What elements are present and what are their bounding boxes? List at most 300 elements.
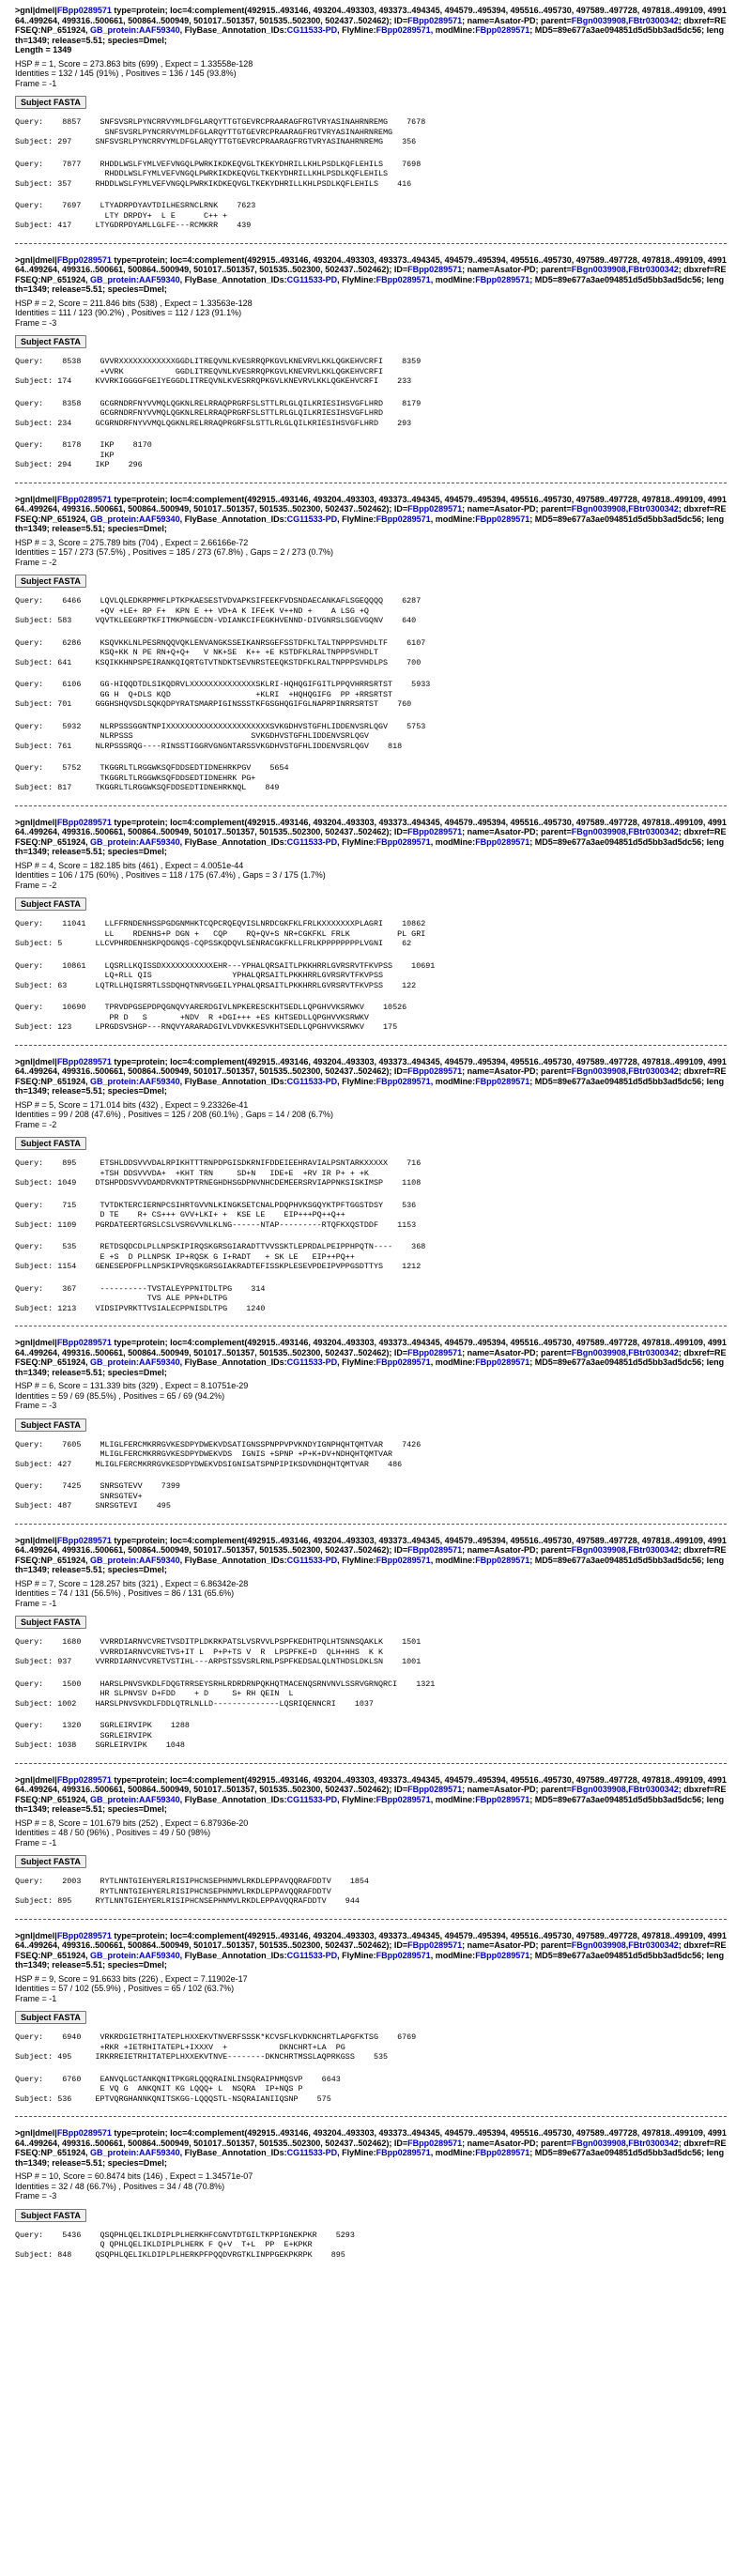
header-location: type=protein; loc=4:complement(492915..493146, 493204..493303, 493373..494345, 494579..495394, 495516..495730, 497589..497728, 497818..499109, 499164..499264, 499316..500661, 500864..500949, 501017..501357, 501535..502300, 502437..502462); ID= bbox=[15, 1774, 727, 1794]
alignment-line: Query: 11041 LLFFRNDENHSSPGDGNMHKTCQPCRQEQVISLNRDCGKFKLFRLKXXXXXXXPLAGRI 10862 bbox=[15, 919, 426, 928]
alignment-line: Subject: 817 TKGGRLTLRGGWKSQFDDSEDTIDNEHRKNQL 849 bbox=[15, 783, 280, 792]
header-prefix: > bbox=[15, 2128, 21, 2138]
hsp-stat-line: HSP # = 6, Score = 131.339 bits (329) , Expect = 8.10751e-29 bbox=[15, 1381, 249, 1390]
transcript-id-link[interactable]: FBpp0289571 bbox=[407, 827, 463, 836]
gene-link[interactable]: FBgn0039908 bbox=[571, 1066, 626, 1076]
hit-section bbox=[15, 6, 727, 231]
alignment-line: Query: 367 ----------TVSTALEYPPNITDLTPG 314 bbox=[15, 1283, 266, 1294]
transcript-record-link[interactable]: FBtr0300342 bbox=[628, 265, 679, 274]
header-parent: ; name=Asator-PD; parent= bbox=[462, 1066, 572, 1076]
hit-header bbox=[15, 1338, 727, 1377]
alignment-block bbox=[15, 1242, 727, 1272]
hit-separator bbox=[15, 2116, 727, 2117]
header-location: type=protein; loc=4:complement(492915..493146, 493204..493303, 493373..494345, 494579..495394, 495516..495730, 497589..497728, 497818..499109, 499164..499264, 499316..500661, 500864..500949, 501017..501357, 501535..502300, 502437..502462); ID= bbox=[15, 817, 727, 836]
header-gnl: gnl|dmel| bbox=[20, 6, 57, 15]
alignment-block bbox=[15, 596, 727, 626]
hsp-stats bbox=[15, 538, 727, 568]
transcript-link[interactable]: FBpp0289571 bbox=[56, 817, 112, 827]
flymine-link[interactable]: FBpp0289571 bbox=[376, 514, 431, 524]
annotation-link[interactable]: CG11533-PD bbox=[286, 2148, 338, 2157]
subject-fasta-button[interactable]: Subject FASTA bbox=[15, 1855, 86, 1868]
header-modmine-label: , modMine: bbox=[430, 1794, 476, 1804]
hsp-stat-line: Frame = -1 bbox=[15, 78, 57, 88]
header-parent: ; name=Asator-PD; parent= bbox=[462, 265, 572, 274]
hsp-stats bbox=[15, 2171, 727, 2201]
alignment-line: RYTLNNTGIEHYERLRISIPHCNSEPHNMVLRKDLEPPAVQQRAFDDTV bbox=[15, 1886, 331, 1896]
header-parent: ; name=Asator-PD; parent= bbox=[462, 2138, 572, 2148]
transcript-link[interactable]: FBpp0289571 bbox=[56, 254, 112, 265]
hsp-stat-line: Frame = -2 bbox=[15, 1119, 57, 1129]
hsp-stat-line: Identities = 99 / 208 (47.6%) , Positives = 125 / 208 (60.1%) , Gaps = 14 / 208 (6.7%) bbox=[15, 1110, 333, 1119]
header-dbxref: ; dbxref=REFSEQ:NP_651924, bbox=[15, 827, 727, 847]
alignment-line: Query: 10861 LQSRLLKQISSDXXXXXXXXXXXEHR---YPHALQRSAITLPKKHRRLGVRSRVTFKVPSS 10691 bbox=[15, 960, 436, 971]
flymine-link[interactable]: FBpp0289571 bbox=[376, 1950, 431, 1960]
hsp-stat-line: Identities = 74 / 131 (56.5%) , Positives = 86 / 131 (65.6%) bbox=[15, 1588, 235, 1598]
alignment-line: Subject: 5 LLCVPHRDENHSKPQDGNQS-CQPSSKQDQVLSENRACGKFKLLFRLKPPPPPPPPLVGNI 62 bbox=[15, 939, 412, 948]
alignment-block bbox=[15, 1284, 727, 1314]
hit-section bbox=[15, 1775, 727, 1907]
header-annot-label: , FlyBase_Annotation_IDs: bbox=[179, 514, 287, 524]
hit-section bbox=[15, 2128, 727, 2260]
header-prefix: > bbox=[15, 1930, 21, 1940]
hit-header bbox=[15, 1775, 727, 1815]
subject-fasta-button[interactable]: Subject FASTA bbox=[15, 1616, 86, 1629]
alignment-line: Query: 6286 KSQVKKLNLPESRNQQVQKLENVANGKSSEIKANRSGEFSSTDFKLTALTNPPPSVHDLTF 6107 bbox=[15, 637, 426, 648]
transcript-id-link[interactable]: FBpp0289571 bbox=[407, 1347, 463, 1357]
alignment-line: Query: 895 ETSHLDDSVVVDALRPIKHTTTRNPDPGISDKRNIFDDEIEEHRAVIALPSNTARKXXXXX 716 bbox=[15, 1158, 422, 1168]
transcript-link[interactable]: FBpp0289571 bbox=[56, 2128, 112, 2138]
alignment-block bbox=[15, 722, 727, 752]
alignment-line: Subject: 937 VVRRDIARNVCVRETVSTIHL---ARPSTSSVSRLRNLPSPFKEDSALQLNTHDSLDKLSN 1001 bbox=[15, 1657, 422, 1666]
header-md5: ; MD5=89e677a3ae094851d5d5bb3ad5dc56; length=1349; release=5.51; species=Dmel; bbox=[15, 1076, 725, 1096]
header-gnl: gnl|dmel| bbox=[20, 1535, 57, 1545]
modmine-link[interactable]: FBpp0289571 bbox=[475, 836, 530, 847]
alignment-block bbox=[15, 2075, 727, 2105]
transcript-id-link[interactable]: FBpp0289571 bbox=[407, 1066, 463, 1076]
hit-section bbox=[15, 255, 727, 470]
transcript-link[interactable]: FBpp0289571 bbox=[56, 1338, 112, 1347]
alignment-line: NLRPSSS SVKGDHVSTGFHLIDDENVSRLQGV bbox=[15, 731, 369, 741]
transcript-id-link[interactable]: FBpp0289571 bbox=[407, 2138, 463, 2148]
header-sep: , bbox=[625, 1545, 629, 1555]
flymine-link[interactable]: FBpp0289571 bbox=[376, 1794, 431, 1804]
hsp-stat-line: HSP # = 7, Score = 128.257 bits (321) , Expect = 6.86342e-28 bbox=[15, 1578, 249, 1588]
transcript-id-link[interactable]: FBpp0289571 bbox=[407, 1545, 463, 1555]
genbank-link[interactable]: GB_protein:AAF59340 bbox=[90, 2148, 180, 2157]
alignment-block bbox=[15, 1877, 727, 1907]
gene-link[interactable]: FBgn0039908 bbox=[571, 265, 626, 274]
header-location: type=protein; loc=4:complement(492915..493146, 493204..493303, 493373..494345, 494579..495394, 495516..495730, 497589..497728, 497818..499109, 499164..499264, 499316..500661, 500864..500949, 501017..501357, 501535..502300, 502437..502462); ID= bbox=[15, 2128, 727, 2148]
alignment-line: +VVRK GGDLITREQVNLKVESRRQPKGVLKNEVRVLKKLQGKEHVCRFI bbox=[15, 366, 384, 376]
annotation-link[interactable]: CG11533-PD bbox=[286, 1555, 338, 1565]
alignment-line: GCGRNDRFNYVVMQLQGKNLRELRRAQPRGRFSLSTTLRLGLQILKRIESIHSVGFLHRD bbox=[15, 408, 384, 418]
header-location: type=protein; loc=4:complement(492915..493146, 493204..493303, 493373..494345, 494579..495394, 495516..495730, 497589..497728, 497818..499109, 499164..499264, 499316..500661, 500864..500949, 501017..501357, 501535..502300, 502437..502462); ID= bbox=[15, 6, 727, 25]
genbank-link[interactable]: GB_protein:AAF59340 bbox=[90, 274, 180, 284]
hit-section bbox=[15, 1536, 727, 1751]
flymine-link[interactable]: FBpp0289571 bbox=[376, 1357, 431, 1367]
gene-link[interactable]: FBgn0039908 bbox=[571, 1545, 626, 1555]
header-annot-label: , FlyBase_Annotation_IDs: bbox=[179, 1794, 287, 1804]
alignment-line: Query: 2003 RYTLNNTGIEHYERLRISIPHCNSEPHNMVLRKDLEPPAVQQRAFDDTV 1854 bbox=[15, 1877, 369, 1886]
alignment-line: Query: 7877 RHDDLWSLFYMLVEFVNGQLPWRKIKDKEQVGLTKEKYDHRILLKHLPSDLKQFLEHILS 7698 bbox=[15, 159, 422, 169]
annotation-link[interactable]: CG11533-PD bbox=[286, 836, 338, 847]
hit-section bbox=[15, 1338, 727, 1511]
header-dbxref: ; dbxref=REFSEQ:NP_651924, bbox=[15, 1940, 727, 1960]
hit-separator bbox=[15, 1919, 727, 1920]
header-annot-label: , FlyBase_Annotation_IDs: bbox=[179, 274, 287, 284]
alignment-block bbox=[15, 1201, 727, 1231]
header-parent: ; name=Asator-PD; parent= bbox=[462, 1545, 572, 1555]
alignment-line: Subject: 63 LQTRLLHQISRRTLSSDQHQTNRVGGEILYPHALQRSAITLPKKHRRLGVRSRVTFKVPSS 122 bbox=[15, 980, 417, 990]
header-modmine-label: , modMine: bbox=[430, 1555, 476, 1565]
header-parent: ; name=Asator-PD; parent= bbox=[462, 827, 572, 836]
gene-link[interactable]: FBgn0039908 bbox=[571, 504, 626, 514]
header-sep: , bbox=[625, 504, 629, 514]
header-annot-label: , FlyBase_Annotation_IDs: bbox=[179, 25, 287, 35]
genbank-link[interactable]: GB_protein:AAF59340 bbox=[90, 1950, 180, 1960]
hsp-stat-line: Identities = 106 / 175 (60%) , Positives = 118 / 175 (67.4%) , Gaps = 3 / 175 (1.7%) bbox=[15, 870, 326, 880]
alignment-line: Query: 6466 LQVLQLEDKRPMMFLPTKPKAESESTVDVAPKSIFEEKFVDSNDAECANKAFLSGEQQQQ 6287 bbox=[15, 596, 422, 606]
transcript-link[interactable]: FBpp0289571 bbox=[56, 1535, 112, 1545]
hsp-stat-line: HSP # = 3, Score = 275.789 bits (704) , Expect = 2.66166e-72 bbox=[15, 537, 249, 547]
alignment-line: MLIGLFERCMKRRGVKESDPYDWEKVDS IGNIS +SPNP +P+K+DV+NDHQHTQMTVAR bbox=[15, 1449, 393, 1459]
gene-link[interactable]: FBgn0039908 bbox=[571, 827, 626, 836]
transcript-record-link[interactable]: FBtr0300342 bbox=[628, 1940, 679, 1950]
transcript-link[interactable]: FBpp0289571 bbox=[56, 1774, 112, 1785]
hit-section bbox=[15, 495, 727, 793]
flymine-link[interactable]: FBpp0289571 bbox=[376, 836, 431, 847]
header-flymine-label: , FlyMine: bbox=[337, 274, 376, 284]
annotation-link[interactable]: CG11533-PD bbox=[286, 1950, 338, 1960]
alignment-line: Subject: 848 QSQPHLQELIKLDIPLPLHERKPFPQQDVRGTKLINPPGEKPKRPK 895 bbox=[15, 2249, 345, 2260]
header-prefix: > bbox=[15, 494, 21, 504]
alignment-line: TVS ALE PPN+DLTPG bbox=[15, 1294, 228, 1303]
subject-fasta-button[interactable]: Subject FASTA bbox=[15, 2209, 86, 2222]
genbank-link[interactable]: GB_protein:AAF59340 bbox=[90, 25, 180, 35]
annotation-link[interactable]: CG11533-PD bbox=[286, 1357, 338, 1367]
hsp-stat-line: Frame = -2 bbox=[15, 880, 57, 890]
header-flymine-label: , FlyMine: bbox=[337, 836, 376, 847]
subject-fasta-button[interactable]: Subject FASTA bbox=[15, 335, 86, 348]
header-prefix: > bbox=[15, 1056, 21, 1066]
modmine-link[interactable]: FBpp0289571 bbox=[475, 1555, 530, 1565]
flymine-link[interactable]: FBpp0289571 bbox=[376, 274, 431, 284]
alignment-line: Subject: 701 GGGHSHQVSDLSQKQDPYRATSMARPIGINSSSTKFGSGHQGIFGLNAPRPINRRSRTST 760 bbox=[15, 699, 412, 709]
hit-header bbox=[15, 495, 727, 534]
transcript-record-link[interactable]: FBtr0300342 bbox=[628, 15, 679, 25]
hsp-stat-line: Identities = 48 / 50 (96%) , Positives = 49 / 50 (98%) bbox=[15, 1828, 211, 1837]
gene-link[interactable]: FBgn0039908 bbox=[571, 1785, 626, 1794]
alignment-line: SNRSGTEV+ bbox=[15, 1491, 143, 1501]
header-dbxref: ; dbxref=REFSEQ:NP_651924, bbox=[15, 15, 727, 35]
alignment-line: Subject: 761 NLRPSSSRQG----RINSSTIGGRVGNGNTARSSVKGDHVSTGFHLIDDENVSRLQGV 818 bbox=[15, 741, 403, 751]
alignment-line: Query: 535 RETDSQDCDLPLLNPSKIPIRQSKGRSGIARADTTVVSSKTLEPRDALPEIPPHPQTN---- 368 bbox=[15, 1242, 426, 1251]
transcript-id-link[interactable]: FBpp0289571 bbox=[407, 265, 463, 274]
transcript-record-link[interactable]: FBtr0300342 bbox=[628, 1785, 679, 1794]
alignment-block bbox=[15, 1481, 727, 1511]
hit-separator bbox=[15, 1763, 727, 1764]
header-annot-label: , FlyBase_Annotation_IDs: bbox=[179, 1076, 287, 1086]
header-modmine-label: , modMine: bbox=[430, 2148, 476, 2157]
genbank-link[interactable]: GB_protein:AAF59340 bbox=[90, 1555, 180, 1565]
alignment-line: Query: 6106 GG-HIQQDTDLSIKQDRVLXXXXXXXXXXXXXXSKLRI-HQHQGIFGITLPPQVHRRSRTST 5933 bbox=[15, 680, 431, 689]
hsp-stat-line: HSP # = 4, Score = 182.185 bits (461) , Expect = 4.0051e-44 bbox=[15, 860, 244, 870]
transcript-link[interactable]: FBpp0289571 bbox=[56, 1930, 112, 1940]
transcript-record-link[interactable]: FBtr0300342 bbox=[628, 1066, 679, 1076]
alignment-line: Query: 8538 GVVRXXXXXXXXXXXXGGDLITREQVNLKVESRRQPKGVLKNEVRVLKKLQGKEHVCRFI 8359 bbox=[15, 357, 422, 366]
alignment-line: Subject: 174 KVVRKIGGGGFGEIYEGGDLITREQVNLKVESRRQPKGVLKNEVRVLKKLQGKEHVCRFI 233 bbox=[15, 376, 412, 386]
hsp-stats bbox=[15, 59, 727, 89]
hsp-stat-line: Frame = -3 bbox=[15, 1401, 57, 1410]
header-gnl: gnl|dmel| bbox=[20, 1930, 57, 1940]
hsp-stats bbox=[15, 861, 727, 891]
genbank-link[interactable]: GB_protein:AAF59340 bbox=[90, 1076, 180, 1086]
alignment-line: +QV +LE+ RP F+ KPN E ++ VD+A K IFE+K V++ND + A LSG +Q bbox=[15, 606, 369, 616]
alignment-line: Subject: 495 IRKRREIETRHITATEPLHXXEKVTNVE--------DKNCHRTMSSLAQPRKGSS 535 bbox=[15, 2052, 389, 2062]
annotation-link[interactable]: CG11533-PD bbox=[286, 1076, 338, 1086]
hit-separator bbox=[15, 1524, 727, 1525]
hsp-stat-line: Frame = -1 bbox=[15, 1837, 57, 1848]
hsp-stat-line: Frame = -1 bbox=[15, 1598, 57, 1608]
annotation-link[interactable]: CG11533-PD bbox=[286, 1794, 338, 1804]
transcript-record-link[interactable]: FBtr0300342 bbox=[628, 2138, 679, 2148]
annotation-link[interactable]: CG11533-PD bbox=[286, 25, 338, 35]
header-sep: , bbox=[625, 265, 629, 274]
flymine-link[interactable]: FBpp0289571 bbox=[376, 1076, 431, 1086]
alignment-block bbox=[15, 1721, 727, 1751]
alignment-line: Query: 1680 VVRRDIARNVCVRETVSDITPLDKRKPATSLVSRVVLPSPFKEDHTPQLHTSNNSQAKLK 1501 bbox=[15, 1637, 422, 1647]
alignment-line: D TE R+ CS+++ GVV+LKI+ + KSE LE EIP+++PQ++Q++ bbox=[15, 1210, 345, 1219]
header-md5: ; MD5=89e677a3ae094851d5d5bb3ad5dc56; length=1349; release=5.51; species=Dmel; bbox=[15, 1555, 725, 1574]
header-gnl: gnl|dmel| bbox=[20, 494, 57, 504]
alignment-line: SNFSVSRLPYNCRRVYMLDFGLARQYTTGTGEVRCPRAARAGFRGTVRYASINAHRNREMG bbox=[15, 127, 393, 137]
modmine-link[interactable]: FBpp0289571 bbox=[475, 1950, 530, 1960]
modmine-link[interactable]: FBpp0289571 bbox=[475, 25, 530, 35]
header-dbxref: ; dbxref=REFSEQ:NP_651924, bbox=[15, 2138, 727, 2157]
header-dbxref: ; dbxref=REFSEQ:NP_651924, bbox=[15, 265, 727, 284]
header-flymine-label: , FlyMine: bbox=[337, 25, 376, 35]
header-gnl: gnl|dmel| bbox=[20, 1774, 57, 1785]
header-sep: , bbox=[625, 2138, 629, 2148]
alignment-line: Query: 8857 SNFSVSRLPYNCRRVYMLDFGLARQYTTGTGEVRCPRAARAGFRGTVRYASINAHRNREMG 7678 bbox=[15, 117, 426, 127]
alignment-line: Subject: 1109 PGRDATEERTGRSLCSLVSRGVVNLKLNG------NTAP---------RTQFKXQSTDDF 1153 bbox=[15, 1219, 417, 1230]
header-location: type=protein; loc=4:complement(492915..493146, 493204..493303, 493373..494345, 494579..495394, 495516..495730, 497589..497728, 497818..499109, 499164..499264, 499316..500661, 500864..500949, 501017..501357, 501535..502300, 502437..502462); ID= bbox=[15, 494, 727, 514]
header-flymine-label: , FlyMine: bbox=[337, 1076, 376, 1086]
transcript-record-link[interactable]: FBtr0300342 bbox=[628, 1347, 679, 1357]
modmine-link[interactable]: FBpp0289571 bbox=[475, 514, 530, 524]
hsp-stat-line: HSP # = 1, Score = 273.863 bits (699) , Expect = 1.33558e-128 bbox=[15, 58, 253, 69]
gene-link[interactable]: FBgn0039908 bbox=[571, 1347, 626, 1357]
alignment-block bbox=[15, 1679, 727, 1710]
transcript-record-link[interactable]: FBtr0300342 bbox=[628, 504, 679, 514]
header-md5: ; MD5=89e677a3ae094851d5d5bb3ad5dc56; length=1349; release=5.51; species=Dmel; bbox=[15, 1950, 725, 1970]
header-gnl: gnl|dmel| bbox=[20, 1056, 57, 1066]
hsp-stat-line: Identities = 111 / 123 (90.2%) , Positives = 112 / 123 (91.1%) bbox=[15, 308, 242, 317]
annotation-link[interactable]: CG11533-PD bbox=[286, 514, 338, 524]
genbank-link[interactable]: GB_protein:AAF59340 bbox=[90, 1794, 180, 1804]
genbank-link[interactable]: GB_protein:AAF59340 bbox=[90, 514, 180, 524]
flymine-link[interactable]: FBpp0289571 bbox=[376, 25, 431, 35]
transcript-id-link[interactable]: FBpp0289571 bbox=[407, 1785, 463, 1794]
transcript-link[interactable]: FBpp0289571 bbox=[56, 494, 112, 504]
header-sep: , bbox=[625, 827, 629, 836]
genbank-link[interactable]: GB_protein:AAF59340 bbox=[90, 1357, 180, 1367]
modmine-link[interactable]: FBpp0289571 bbox=[475, 274, 530, 284]
header-location: type=protein; loc=4:complement(492915..493146, 493204..493303, 493373..494345, 494579..495394, 495516..495730, 497589..497728, 497818..499109, 499164..499264, 499316..500661, 500864..500949, 501017..501357, 501535..502300, 502437..502462); ID= bbox=[15, 1930, 727, 1950]
header-annot-label: , FlyBase_Annotation_IDs: bbox=[179, 1357, 287, 1367]
header-modmine-label: , modMine: bbox=[430, 1076, 476, 1086]
alignment-line: Subject: 294 IKP 296 bbox=[15, 460, 143, 469]
header-sep: , bbox=[625, 1785, 629, 1794]
hsp-stats bbox=[15, 1818, 727, 1848]
header-sep: , bbox=[625, 1347, 629, 1357]
modmine-link[interactable]: FBpp0289571 bbox=[475, 1794, 530, 1804]
header-annot-label: , FlyBase_Annotation_IDs: bbox=[179, 1950, 287, 1960]
header-sep: , bbox=[625, 15, 629, 25]
alignment-line: Subject: 641 KSQIKKHNPSPEIRANKQIQRTGTVTNDKTSEVNRSTEEQKSTDFKLRALTNPPPSVHDLPS 700 bbox=[15, 657, 422, 667]
header-dbxref: ; dbxref=REFSEQ:NP_651924, bbox=[15, 1545, 727, 1565]
alignment-line: Subject: 417 LTYGDRPDYAMLLGLFE---RCMKRR 439 bbox=[15, 221, 252, 230]
alignment-block bbox=[15, 680, 727, 710]
hit-header bbox=[15, 1931, 727, 1970]
hsp-stat-line: Identities = 157 / 273 (57.5%) , Positives = 185 / 273 (67.8%) , Gaps = 2 / 273 (0.7%) bbox=[15, 547, 333, 557]
flymine-link[interactable]: FBpp0289571 bbox=[376, 1555, 431, 1565]
header-md5: ; MD5=89e677a3ae094851d5d5bb3ad5dc56; length=1349; release=5.51; species=Dmel; bbox=[15, 1794, 725, 1814]
hit-separator bbox=[15, 1045, 727, 1046]
alignment-line: Subject: 234 GCGRNDRFNYVVMQLQGKNLRELRRAQPRGRFSLSTTLRLGLQILKRIESIHSVGFLHRD 293 bbox=[15, 418, 412, 428]
modmine-link[interactable]: FBpp0289571 bbox=[475, 2148, 530, 2157]
transcript-record-link[interactable]: FBtr0300342 bbox=[628, 1545, 679, 1555]
flymine-link[interactable]: FBpp0289571 bbox=[376, 2148, 431, 2157]
header-dbxref: ; dbxref=REFSEQ:NP_651924, bbox=[15, 1347, 727, 1367]
gene-link[interactable]: FBgn0039908 bbox=[571, 15, 626, 25]
subject-fasta-button[interactable]: Subject FASTA bbox=[15, 897, 86, 911]
header-prefix: > bbox=[15, 6, 21, 15]
alignment-line: Query: 8358 GCGRNDRFNYVVMQLQGKNLRELRRAQPRGRFSLSTTLRLGLQILKRIESIHSVGFLHRD 8179 bbox=[15, 398, 422, 408]
transcript-link[interactable]: FBpp0289571 bbox=[56, 6, 112, 15]
hsp-stat-line: Identities = 132 / 145 (91%) , Positives = 136 / 145 (93.8%) bbox=[15, 69, 237, 78]
transcript-id-link[interactable]: FBpp0289571 bbox=[407, 504, 463, 514]
hsp-stat-line: HSP # = 10, Score = 60.8474 bits (146) , Expect = 1.34571e-07 bbox=[15, 2171, 253, 2181]
alignment-line: Subject: 357 RHDDLWSLFYMLVEFVNGQLPWRKIKDKEQVGLTKEKYDHRILLKHLPSDLKQFLEHILS 416 bbox=[15, 178, 412, 189]
alignment-line: E VQ G ANKQNIT KG LQQQ+ L NSQRA IP+NQS P bbox=[15, 2084, 303, 2093]
hsp-stat-line: Frame = -2 bbox=[15, 557, 57, 567]
header-md5: ; MD5=89e677a3ae094851d5d5bb3ad5dc56; length=1349; release=5.51; species=Dmel; bbox=[15, 836, 725, 856]
hit-section bbox=[15, 818, 727, 1033]
subject-fasta-button[interactable]: Subject FASTA bbox=[15, 575, 86, 588]
alignment-line: Subject: 536 EPTVQRGHANNKQNITSKGG-LQQQSTL-NSQRAIANIIQSNP 575 bbox=[15, 2093, 331, 2104]
hit-header bbox=[15, 1536, 727, 1575]
gene-link[interactable]: FBgn0039908 bbox=[571, 1940, 626, 1950]
header-sep: , bbox=[625, 1940, 629, 1950]
transcript-id-link[interactable]: FBpp0289571 bbox=[407, 15, 463, 25]
alignment-line: Query: 6760 EANVQLGCTANKQNITPKGRLQQQRAINLINSQRAIPNMQSVP 6643 bbox=[15, 2074, 341, 2084]
alignment-line: IKP bbox=[15, 450, 115, 460]
subject-fasta-button[interactable]: Subject FASTA bbox=[15, 2011, 86, 2024]
hit-header bbox=[15, 2128, 727, 2168]
alignment-line: TKGGRLTLRGGWKSQFDDSEDTIDNEHRK PG+ bbox=[15, 773, 256, 783]
alignment-line: Query: 1320 SGRLEIRVIPK 1288 bbox=[15, 1721, 190, 1730]
header-location: type=protein; loc=4:complement(492915..493146, 493204..493303, 493373..494345, 494579..495394, 495516..495730, 497589..497728, 497818..499109, 499164..499264, 499316..500661, 500864..500949, 501017..501357, 501535..502300, 502437..502462); ID= bbox=[15, 254, 727, 274]
hsp-stat-line: HSP # = 5, Score = 171.014 bits (432) , Expect = 9.23326e-41 bbox=[15, 1099, 249, 1110]
alignment-block bbox=[15, 2032, 727, 2062]
hit-separator bbox=[15, 805, 727, 806]
hsp-stat-line: Identities = 32 / 48 (66.7%) , Positives = 34 / 48 (70.8%) bbox=[15, 2181, 225, 2191]
header-annot-label: , FlyBase_Annotation_IDs: bbox=[179, 2148, 287, 2157]
header-flymine-label: , FlyMine: bbox=[337, 1794, 376, 1804]
header-modmine-label: , modMine: bbox=[430, 1950, 476, 1960]
header-flymine-label: , FlyMine: bbox=[337, 2148, 376, 2157]
header-gnl: gnl|dmel| bbox=[20, 254, 57, 265]
alignment-line: VVRRDIARNVCVRETVS+IT L P+P+TS V R LPSPFKE+D QLH+HHS K K bbox=[15, 1647, 384, 1657]
hit-header bbox=[15, 818, 727, 857]
hit-header bbox=[15, 255, 727, 295]
alignment-block bbox=[15, 399, 727, 429]
header-parent: ; name=Asator-PD; parent= bbox=[462, 504, 572, 514]
alignment-line: LTY DRPDY+ L E C++ + bbox=[15, 210, 228, 221]
annotation-link[interactable]: CG11533-PD bbox=[286, 274, 338, 284]
transcript-link[interactable]: FBpp0289571 bbox=[56, 1056, 112, 1066]
genbank-link[interactable]: GB_protein:AAF59340 bbox=[90, 836, 180, 847]
header-prefix: > bbox=[15, 1774, 21, 1785]
alignment-line: Query: 7425 SNRSGTEVV 7399 bbox=[15, 1481, 180, 1491]
header-gnl: gnl|dmel| bbox=[20, 1338, 57, 1347]
alignment-block bbox=[15, 201, 727, 231]
alignment-line: Query: 7697 LTYADRPDYAVTDILHESRNCLRNK 7623 bbox=[15, 201, 256, 210]
alignment-line: SGRLEIRVIPK bbox=[15, 1730, 152, 1740]
hit-header bbox=[15, 6, 727, 55]
subject-fasta-button[interactable]: Subject FASTA bbox=[15, 96, 86, 109]
transcript-id-link[interactable]: FBpp0289571 bbox=[407, 1940, 463, 1950]
alignment-block bbox=[15, 1440, 727, 1470]
alignment-line: LL RDENHS+P DGN + CQP RQ+QV+S NR+CGKFKL FRLK PL GRI bbox=[15, 928, 426, 939]
header-location: type=protein; loc=4:complement(492915..493146, 493204..493303, 493373..494345, 494579..495394, 495516..495730, 497589..497728, 497818..499109, 499164..499264, 499316..500661, 500864..500949, 501017..501357, 501535..502300, 502437..502462); ID= bbox=[15, 1056, 727, 1076]
hsp-stat-line: Frame = -3 bbox=[15, 2191, 57, 2200]
alignment-block bbox=[15, 160, 727, 190]
header-modmine-label: , modMine: bbox=[430, 25, 476, 35]
header-parent: ; name=Asator-PD; parent= bbox=[462, 15, 572, 25]
header-parent: ; name=Asator-PD; parent= bbox=[462, 1347, 572, 1357]
header-parent: ; name=Asator-PD; parent= bbox=[462, 1940, 572, 1950]
hsp-stat-line: Identities = 57 / 102 (55.9%) , Positives = 65 / 102 (63.7%) bbox=[15, 1984, 235, 1993]
alignment-line: Query: 5752 TKGGRLTLRGGWKSQFDDSEDTIDNEHRKPGV 5654 bbox=[15, 763, 289, 773]
header-flymine-label: , FlyMine: bbox=[337, 1950, 376, 1960]
transcript-record-link[interactable]: FBtr0300342 bbox=[628, 827, 679, 836]
hsp-stats bbox=[15, 1579, 727, 1609]
header-prefix: > bbox=[15, 254, 21, 265]
alignment-line: Q QPHLQELIKLDIPLPLHERK F Q+V T+L PP E+KPKR bbox=[15, 2240, 313, 2249]
alignment-block bbox=[15, 919, 727, 949]
alignment-line: LQ+RLL QIS YPHALQRSAITLPKKHRRLGVRSRVTFKVPSS bbox=[15, 971, 384, 980]
alignment-line: Query: 5436 QSQPHLQELIKLDIPLPLHERKHFCGNVTDTGILTKPPIGNEKPKR 5293 bbox=[15, 2230, 355, 2240]
alignment-line: Subject: 487 SNRSGTEVI 495 bbox=[15, 1501, 171, 1510]
alignment-block bbox=[15, 2231, 727, 2261]
alignment-line: Query: 8178 IKP 8170 bbox=[15, 440, 152, 450]
alignment-line: Query: 7605 MLIGLFERCMKRRGVKESDPYDWEKVDSATIGNSSPNPPVPVKNDYIGNPHQHTQMTVAR 7426 bbox=[15, 1439, 422, 1449]
alignment-line: Subject: 895 RYTLNNTGIEHYERLRISIPHCNSEPHNMVLRKDLEPPAVQQRAFDDTV 944 bbox=[15, 1896, 360, 1906]
modmine-link[interactable]: FBpp0289571 bbox=[475, 1357, 530, 1367]
alignment-block bbox=[15, 440, 727, 470]
subject-fasta-button[interactable]: Subject FASTA bbox=[15, 1418, 86, 1432]
alignment-line: Subject: 123 LPRGDSVSHGP---RNQVYARARADGIVLVDVKKESVKHTSEDLLQPGHVVKSRWKV 175 bbox=[15, 1022, 398, 1032]
subject-fasta-button[interactable]: Subject FASTA bbox=[15, 1137, 86, 1150]
header-md5: ; MD5=89e677a3ae094851d5d5bb3ad5dc56; length=1349; release=5.51; species=Dmel; bbox=[15, 514, 725, 533]
gene-link[interactable]: FBgn0039908 bbox=[571, 2138, 626, 2148]
hit-section bbox=[15, 1057, 727, 1314]
hsp-stats bbox=[15, 1381, 727, 1411]
header-location: type=protein; loc=4:complement(492915..493146, 493204..493303, 493373..494345, 494579..495394, 495516..495730, 497589..497728, 497818..499109, 499164..499264, 499316..500661, 500864..500949, 501017..501357, 501535..502300, 502437..502462); ID= bbox=[15, 1338, 727, 1357]
modmine-link[interactable]: FBpp0289571 bbox=[475, 1076, 530, 1086]
